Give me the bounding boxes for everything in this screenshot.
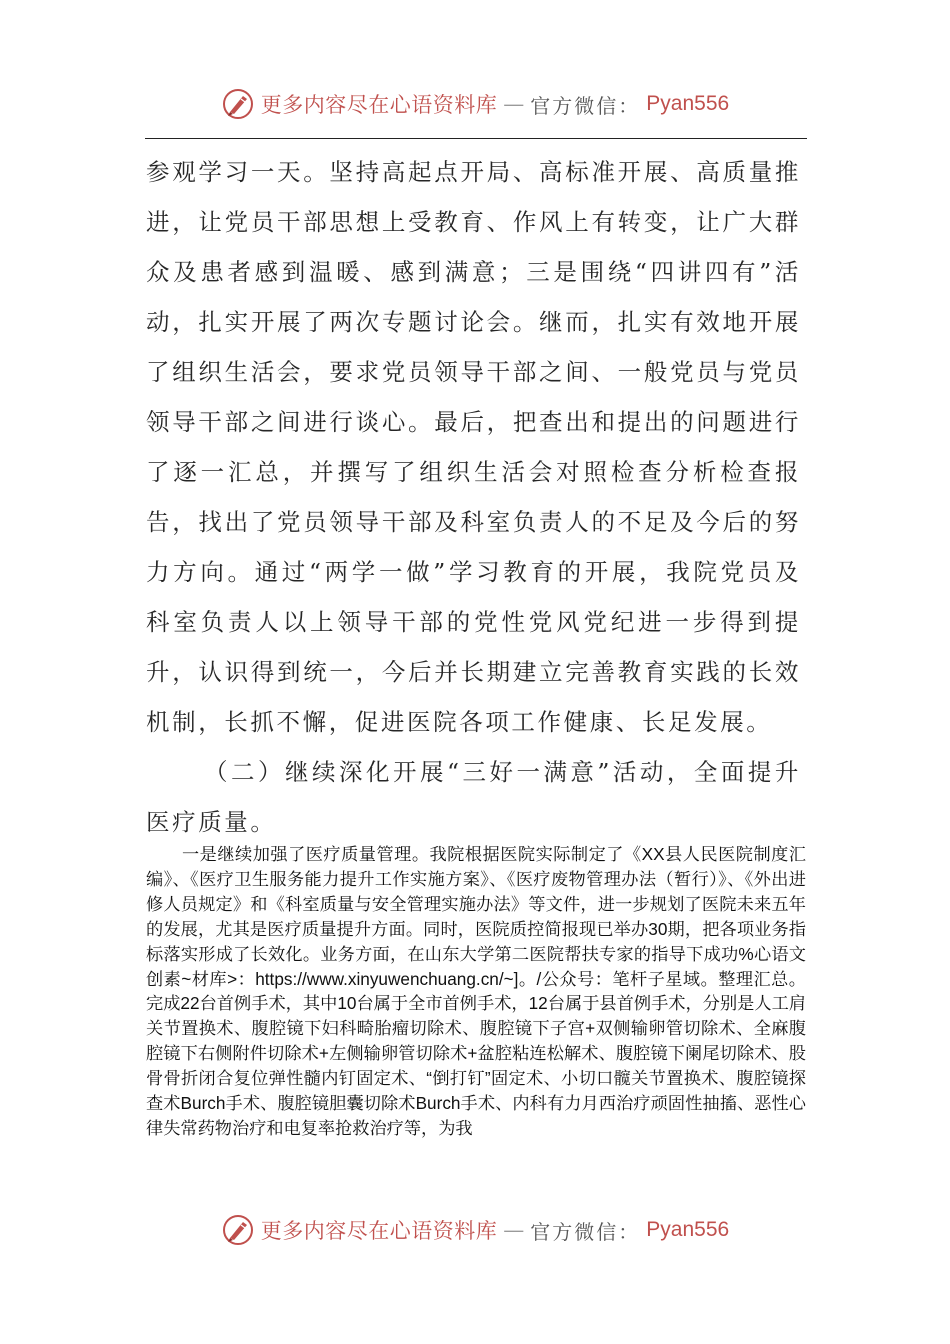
banner-separator: — (503, 1218, 525, 1242)
banner-label: 官方微信： (530, 1219, 641, 1244)
banner-label: 官方微信： (530, 93, 641, 118)
footer-banner (0, 1210, 950, 1250)
banner-wechat-id: Pyan556 (646, 92, 730, 115)
header-banner (0, 84, 950, 124)
pen-logo-icon (221, 87, 255, 121)
banner-wechat-id: Pyan556 (646, 1218, 730, 1241)
section-heading: （二）继续深化开展“三好一满意”活动，全面提升医疗质量。 (146, 758, 801, 836)
banner-title: 更多内容尽在心语资料库 (260, 1219, 498, 1243)
pen-logo-icon (221, 1213, 255, 1247)
paragraph-main: 参观学习一天。坚持高起点开局、高标准开展、高质量推进，让党员干部思想上受教育、作风上有转变，让广大群众及患者感到温暖、感到满意；三是围绕“四讲四有”活动，扎实开展了两次专题讨论会。继而，扎实有效地开展了组织生活会，要求党员领导干部之间、一般党员与党员领导干部之间进行谈心。最后，把查出和提出的问题进行了逐一汇总，并撰写了组织生活会对照检查分析检查报告，找出了党员领导干部及科室负责人的不足及今后的努力方向。通过“两学一做”学习教育的开展，我院党员及科室负责人以上领导干部的党性党风党纪进一步得到提升，认识得到统一，今后并长期建立完善教育实践的长效机制，长抓不懈，促进医院各项工作健康、长足发展。 (146, 158, 801, 736)
paragraph-body: 一是继续加强了医疗质量管理。我院根据医院实际制定了《XX县人民医院制度汇编》、《医疗卫生服务能力提升工作实施方案》、《医疗废物管理办法（暂行）》、《外出进修人员规定》和《科室质量与安全管理实施办法》等文件，进一步规划了医院未来五年的发展，尤其是医疗质量提升方面。同时，医院质控简报现已举办30期，把各项业务指标落实形成了长效化。业务方面，在山东大学第二医院帮扶专家的指导下成功%心语文创素~材库>：https://www.xinyuwenchuang.cn/~]。/公众号：笔杆子星域。整理汇总。完成22台首例手术，其中10台属于全市首例手术，12台属于县首例手术，分别是人工肩关节置换术、腹腔镜下妇科畸胎瘤切除术、腹腔镜下子宫+双侧输卵管切除术、全麻腹腔镜下右侧附件切除术+左侧输卵管切除术+盆腔粘连松解术、腹腔镜下阑尾切除术、股骨骨折闭合复位弹性髓内钉固定术、“倒打钉”固定术、小切口髋关节置换术、腹腔镜探查术Burch手术、腹腔镜胆囊切除术Burch手术、内科有力月西治疗顽固性抽搐、恶性心律失常药物治疗和电复率抢救治疗等，为我 (146, 844, 806, 1138)
header-divider (145, 138, 807, 139)
banner-separator: — (503, 92, 525, 116)
banner-title: 更多内容尽在心语资料库 (260, 93, 498, 117)
